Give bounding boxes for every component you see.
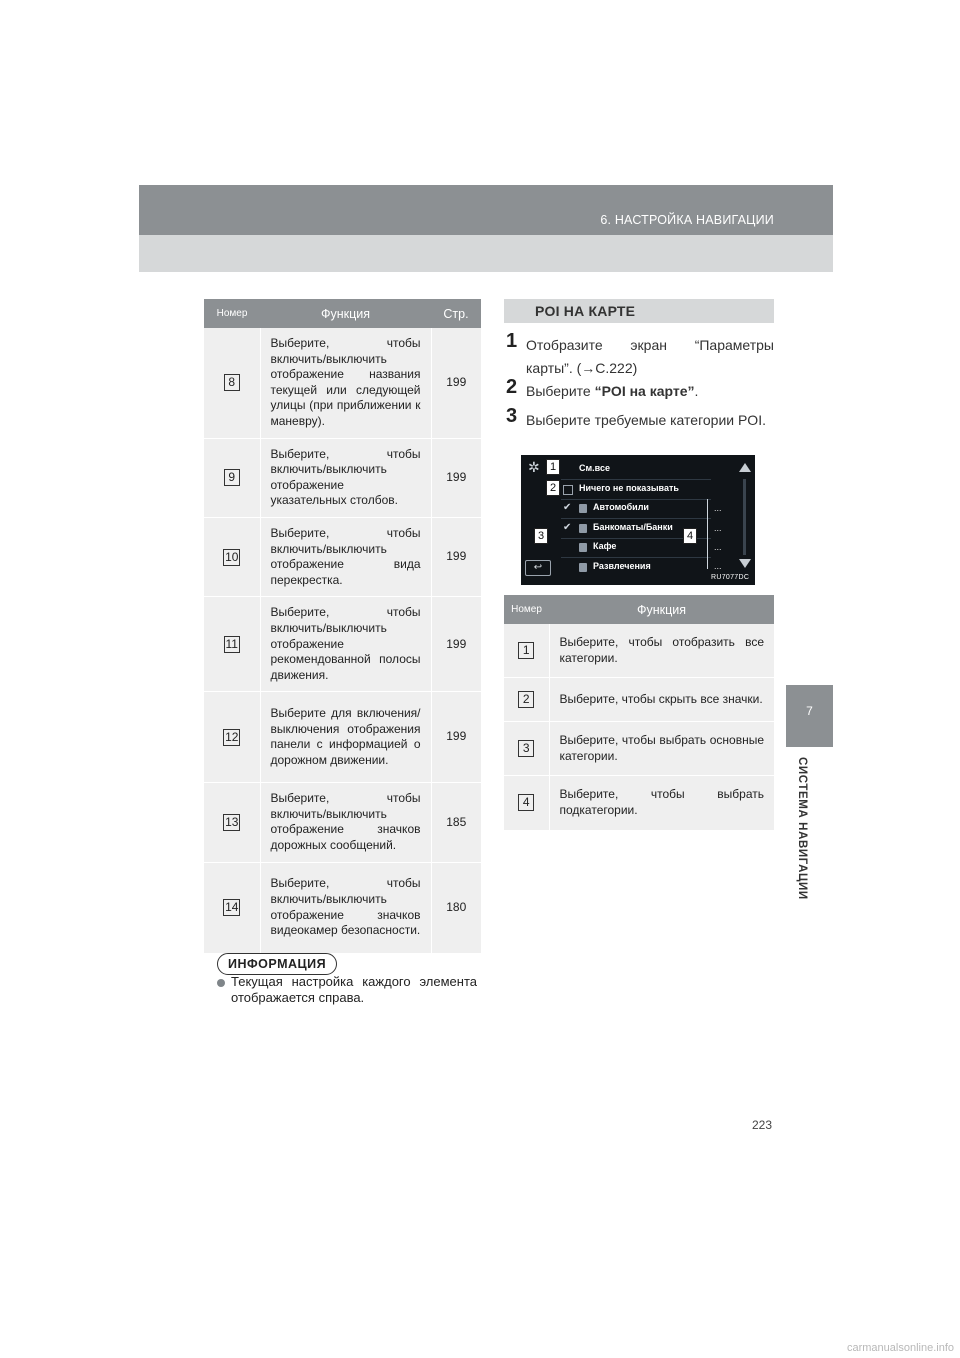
table-row xyxy=(204,517,481,596)
item-number: 2 xyxy=(518,691,534,708)
table-header-row xyxy=(204,299,481,328)
column-header: Функция xyxy=(549,595,774,624)
callout-label: 4 xyxy=(683,528,697,544)
column-header: Номер xyxy=(204,299,260,328)
step-text: Выберите требуемые категории POI. xyxy=(526,412,766,428)
column-header: Стр. xyxy=(431,299,481,328)
page-ref: 199 xyxy=(431,517,481,596)
callout-label: 1 xyxy=(546,459,560,475)
scrollbar xyxy=(743,479,746,555)
category-icon xyxy=(579,563,587,572)
checkbox-icon xyxy=(563,485,573,495)
item-number: 9 xyxy=(224,469,240,486)
subcategory-bracket xyxy=(707,499,714,569)
info-badge: ИНФОРМАЦИЯ xyxy=(217,953,337,975)
screen-row: Кафе xyxy=(563,539,711,557)
table-header-row xyxy=(504,595,774,624)
page-ref: 180 xyxy=(431,862,481,953)
step-text: Выберите “POI на карте”. xyxy=(526,383,699,399)
image-code: RU7077DC xyxy=(711,574,750,581)
page-ref: 199 xyxy=(431,328,481,438)
table-row xyxy=(204,328,481,438)
check-icon: ✔ xyxy=(563,502,572,513)
table-row xyxy=(204,438,481,517)
item-description: Выберите, чтобы включить/выключить отображение вида перекрестка. xyxy=(260,517,431,596)
callout-label: 2 xyxy=(546,480,560,496)
section-title: 6. НАСТРОЙКА НАВИГАЦИИ xyxy=(600,213,774,227)
scroll-up-icon xyxy=(739,463,751,472)
back-icon: ↩ xyxy=(525,560,551,576)
item-number: 3 xyxy=(518,740,534,757)
item-number: 12 xyxy=(225,729,239,744)
settings-table xyxy=(204,299,481,954)
settings-icon: ✲ xyxy=(528,459,540,475)
item-number: 1 xyxy=(518,642,534,659)
table-row xyxy=(504,624,774,678)
category-icon xyxy=(579,524,587,533)
item-number: 11 xyxy=(225,636,238,651)
item-description: Выберите, чтобы включить/выключить отображение указательных столбов. xyxy=(260,438,431,517)
header-band xyxy=(139,185,833,235)
bullet-icon xyxy=(217,979,225,987)
item-description: Выберите, чтобы включить/выключить отображение значков видеокамер безопасности. xyxy=(260,862,431,953)
page-ref: 185 xyxy=(431,783,481,862)
item-description: Выберите, чтобы включить/выключить отображение значков дорожных сообщений. xyxy=(260,783,431,862)
callout-label: 3 xyxy=(534,528,548,544)
poi-section-header xyxy=(504,299,774,323)
page-ref: 199 xyxy=(431,438,481,517)
chapter-label: СИСТЕМА НАВИГАЦИИ xyxy=(796,757,808,900)
item-description: Выберите, чтобы выбрать основные категории. xyxy=(549,722,774,776)
step-number: 3 xyxy=(506,405,518,427)
table-row xyxy=(204,862,481,953)
step-number: 1 xyxy=(506,330,518,352)
item-description: Выберите, чтобы отобразить все категории. xyxy=(549,624,774,678)
category-icon xyxy=(579,543,587,552)
item-description: Выберите, чтобы включить/выключить отображение названия текущей или следующей улицы (при приближении к маневру). xyxy=(260,328,431,438)
column-header: Функция xyxy=(260,299,431,328)
poi-section-title: POI НА КАРТЕ xyxy=(535,303,636,319)
step-number: 2 xyxy=(506,376,518,398)
step-text: Отобразите экран “Параметры карты”. (→С.222) xyxy=(526,337,774,376)
item-number: 8 xyxy=(224,374,240,391)
item-description: Выберите, чтобы выбрать подкатегории. xyxy=(549,776,774,830)
item-number: 13 xyxy=(225,814,239,829)
page-ref: 199 xyxy=(431,597,481,692)
table-row xyxy=(504,722,774,776)
item-description: Выберите, чтобы скрыть все значки. xyxy=(549,678,774,722)
item-number: 4 xyxy=(518,794,534,811)
screen-row: См.все xyxy=(579,463,610,473)
item-description: Выберите, чтобы включить/выключить отображение рекомендованной полосы движения. xyxy=(260,597,431,692)
poi-screen-image: ✲ См.все Ничего не показывать ✔ Автомобили ✔ Банкоматы/Банки Кафе Развлечения ... ... ... ... ↩ RU7077DC 1 2 3 4 xyxy=(521,455,755,585)
table-row xyxy=(204,692,481,783)
watermark: carmanualsonline.info xyxy=(846,1342,954,1354)
header-subband xyxy=(139,235,833,272)
screen-row: Ничего не показывать xyxy=(563,481,711,499)
screen-row: ✔ Автомобили xyxy=(563,502,649,513)
page-number: 223 xyxy=(752,1118,773,1132)
category-icon xyxy=(579,504,587,513)
table-row xyxy=(504,678,774,722)
info-text: Текущая настройка каждого элемента отображается справа. xyxy=(231,974,477,1005)
table-row xyxy=(504,776,774,830)
table-row xyxy=(204,783,481,862)
item-description: Выберите для включения/выключения отображения панели с информацией о дорожном движении. xyxy=(260,692,431,783)
screen-row: ✔ Банкоматы/Банки xyxy=(563,522,673,533)
screen-row: Развлечения xyxy=(563,559,711,577)
column-header: Номер xyxy=(504,595,549,624)
check-icon: ✔ xyxy=(563,522,572,533)
page-ref: 199 xyxy=(431,692,481,783)
chapter-number: 7 xyxy=(806,704,813,718)
item-number: 14 xyxy=(225,900,239,915)
poi-table xyxy=(504,595,774,831)
scroll-down-icon xyxy=(739,559,751,568)
table-row xyxy=(204,597,481,692)
item-number: 10 xyxy=(225,549,239,564)
